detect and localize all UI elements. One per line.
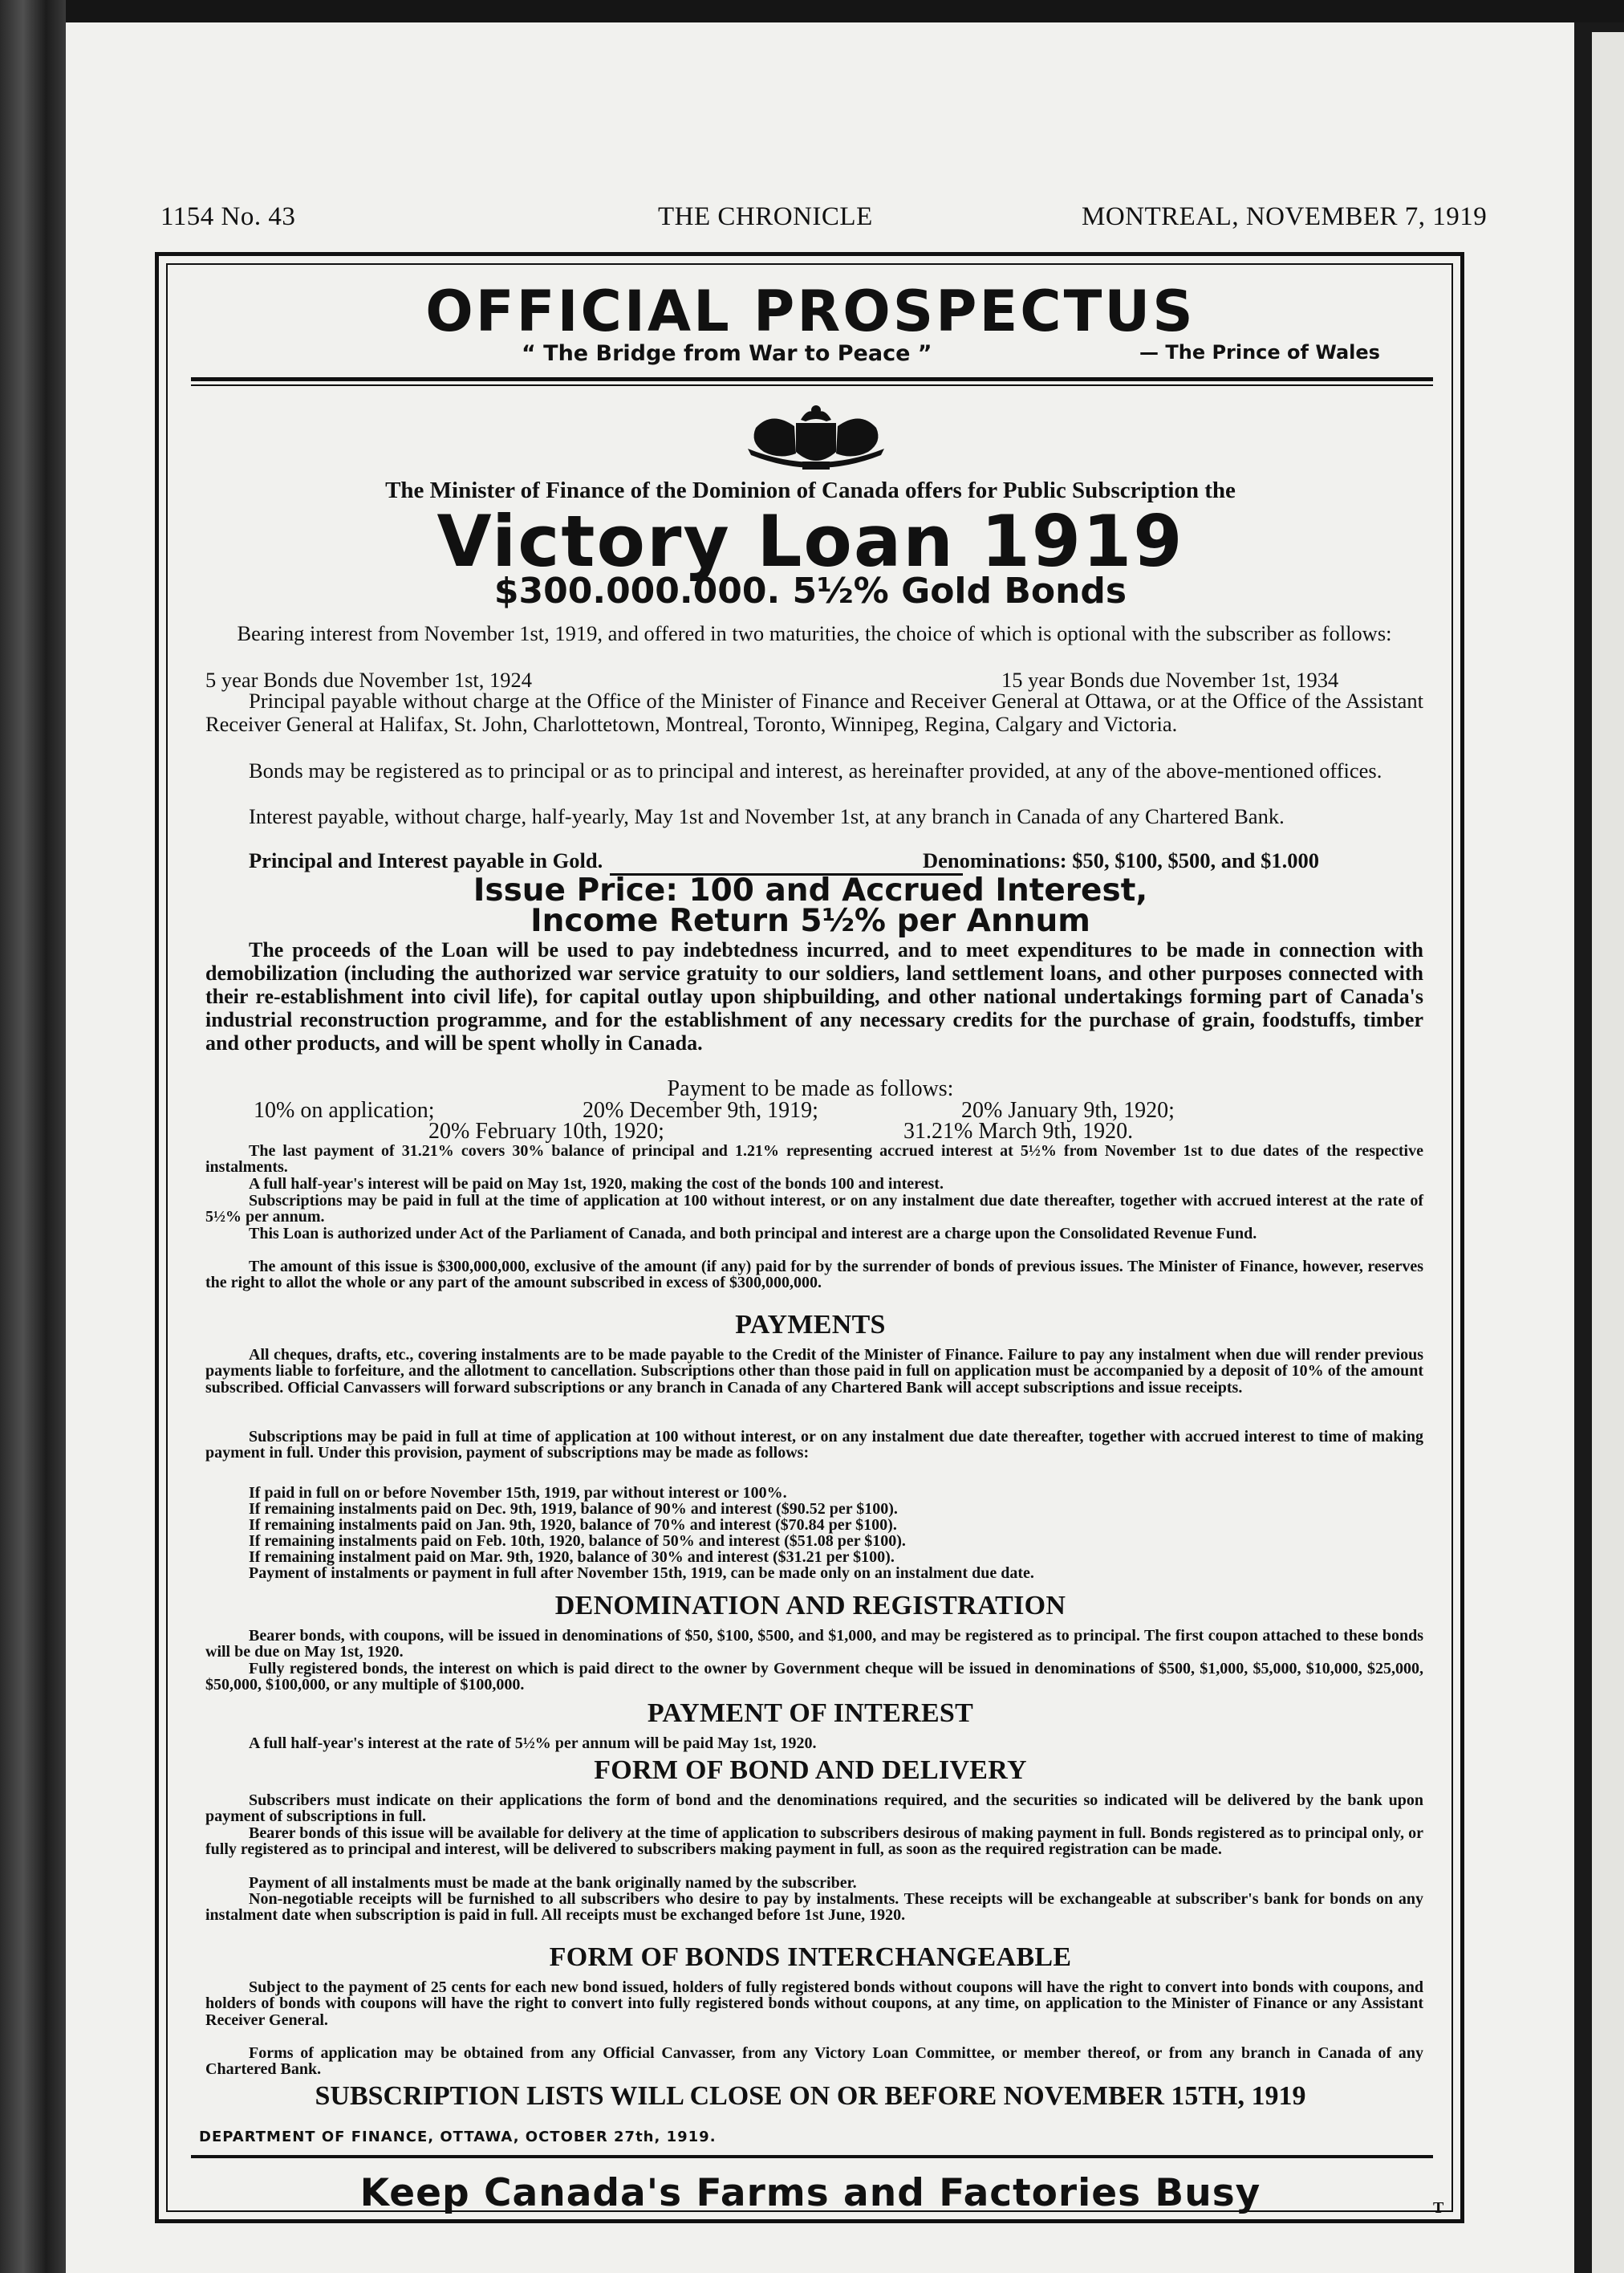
department-line: DEPARTMENT OF FINANCE, OTTAWA, OCTOBER 27th, 1919. xyxy=(199,2129,717,2145)
scanner-edge xyxy=(0,0,66,2273)
interest-paragraph: Interest payable, without charge, half-yearly, May 1st and November 1st, at any branch in Canada of any Chartered Bank. xyxy=(249,804,1285,828)
coat-of-arms-icon xyxy=(732,396,900,476)
note-half-year: A full half-year's interest will be paid on May 1st, 1920, making the cost of the bonds 100 and interest. xyxy=(249,1175,944,1193)
gold-line: Principal and Interest payable in Gold. xyxy=(249,848,603,872)
prospectus-title: OFFICIAL PROSPECTUS xyxy=(425,279,1196,344)
payment-option: If remaining instalments paid on Jan. 9th, 1920, balance of 70% and interest ($70.84 per $100). xyxy=(249,1516,897,1534)
payment-item-application: 10% on application; xyxy=(254,1098,435,1123)
note-amount: The amount of this issue is $300,000,000, exclusive of the amount (if any) paid for by the surrender of bonds of previous issues. The Minister of Finance, however, reserves the right to allot the whole or any part of the amount subscribed in excess of $300,000,000. xyxy=(205,1258,1423,1292)
corner-mark: T xyxy=(1433,2199,1444,2217)
prospectus-quote: “ The Bridge from War to Peace ” xyxy=(522,341,932,366)
page-number-issue: 1154 No. 43 xyxy=(160,202,296,231)
income-return: Income Return 5½% per Annum xyxy=(530,903,1090,939)
form-delivery-paragraph-2: Bearer bonds of this issue will be available for delivery at the time of application to subscribers desirous of making payment in full. Bonds registered as to principal only, or fully registered as to principal and interest, will be delivered to subscribers making payment in full, as soon as the required registration can be made. xyxy=(205,1824,1423,1859)
payment-option: If remaining instalment paid on Mar. 9th, 1920, balance of 30% and interest ($31.21 per $100). xyxy=(249,1548,895,1566)
payments-heading: PAYMENTS xyxy=(735,1310,886,1340)
slogan: Keep Canada's Farms and Factories Busy xyxy=(359,2171,1261,2215)
form-delivery-paragraph-3: Payment of all instalments must be made at the bank originally named by the subscriber. xyxy=(249,1874,857,1892)
issue-price: Issue Price: 100 and Accrued Interest, xyxy=(473,872,1148,909)
payment-interest-paragraph: A full half-year's interest at the rate of 5½% per annum will be paid May 1st, 1920. xyxy=(249,1734,817,1752)
dateline: MONTREAL, NOVEMBER 7, 1919 xyxy=(1082,202,1488,231)
adjacent-page-edge xyxy=(1592,32,1624,2273)
bond-line: $300.000.000. 5½% Gold Bonds xyxy=(493,571,1127,612)
intro-line: The Minister of Finance of the Dominion of Canada offers for Public Subscription the xyxy=(385,478,1236,503)
quote-attribution: — The Prince of Wales xyxy=(1139,341,1380,364)
form-delivery-paragraph-4: Non-negotiable receipts will be furnished to all subscribers who desire to pay by instalments. These receipts will be exchangeable at subscriber's bank for bonds on any instalment date when subscription is paid in full. All receipts must be exchanged before 1st June, 1920. xyxy=(205,1890,1423,1925)
payment-option: If remaining instalments paid on Dec. 9th, 1919, balance of 90% and interest ($90.52 per $100). xyxy=(249,1500,898,1518)
loan-title: Victory Loan 1919 xyxy=(436,500,1184,583)
payments-paragraph-1: All cheques, drafts, etc., covering instalments are to be made payable to the Credit of the Minister of Finance. Failure to pay any instalment when due will render previous payments liable to forfeiture, and the allotment to cancellation. Subscriptions other than those paid in full on application must be accompanied by a deposit of 10% of the amount subscribed. Official Canvassers will forward subscriptions or any branch in Canada of any Chartered Bank will accept subscriptions and issue receipts. xyxy=(205,1346,1423,1397)
registered-paragraph: Bonds may be registered as to principal or as to principal and interest, as hereinafter provided, at any of the above-mentioned offices. xyxy=(249,758,1382,783)
closing-notice: SUBSCRIPTION LISTS WILL CLOSE ON OR BEFORE NOVEMBER 15TH, 1919 xyxy=(315,2081,1306,2111)
bearing-paragraph: Bearing interest from November 1st, 1919, and offered in two maturities, the choice of which is optional with the subscriber as follows: xyxy=(237,621,1392,645)
publication-name: THE CHRONICLE xyxy=(658,202,873,231)
denomination-paragraph-1: Bearer bonds, with coupons, will be issued in denominations of $50, $100, $500, and $1,000, and may be registered as to principal. The first coupon attached to these bonds will be due on May 1st, 1920. xyxy=(205,1627,1423,1661)
interchangeable-heading: FORM OF BONDS INTERCHANGEABLE xyxy=(549,1942,1072,1972)
denomination-heading: DENOMINATION AND REGISTRATION xyxy=(554,1591,1066,1620)
proceeds-paragraph: The proceeds of the Loan will be used to pay indebtedness incurred, and to meet expenditures to be made in connection with demobilization (including the authorized war service gratuity to our soldiers, land settlement loans, and other purposes connected with their re-establishment into civil life), for capital outlay upon shipbuilding, and other national undertakings forming part of Canada's industrial reconstruction programme, and for the establishment of any necessary credits for the purchase of grain, foodstuffs, timber and other products, and will be spent wholly in Canada. xyxy=(205,938,1423,1055)
payment-item-march: 31.21% March 9th, 1920. xyxy=(903,1119,1134,1144)
payment-item-january: 20% January 9th, 1920; xyxy=(961,1098,1175,1123)
denomination-paragraph-2: Fully registered bonds, the interest on which is paid direct to the owner by Government cheque will be issued in denominations of $500, $1,000, $5,000, $10,000, $25,000, $50,000, $100,000, or any multiple of $100,000. xyxy=(205,1660,1423,1694)
payment-option: Payment of instalments or payment in full after November 15th, 1919, can be made only on an instalment due date. xyxy=(249,1564,1034,1582)
note-full-payment: Subscriptions may be paid in full at the time of application at 100 without interest, or on any instalment due date thereafter, together with accrued interest at the rate of 5½% per annum. xyxy=(205,1192,1423,1226)
maturity-5-year: 5 year Bonds due November 1st, 1924 xyxy=(205,668,532,692)
title-rule xyxy=(191,377,1433,381)
payment-option: If remaining instalments paid on Feb. 10th, 1920, balance of 50% and interest ($51.08 per $100). xyxy=(249,1532,906,1550)
form-delivery-heading: FORM OF BOND AND DELIVERY xyxy=(594,1755,1027,1785)
interchangeable-paragraph-1: Subject to the payment of 25 cents for each new bond issued, holders of fully registered bonds without coupons will have the right to convert into bonds with coupons, and holders of bonds with coupons will have the right to convert into fully registered bonds without coupons, at any time, on application to the Minister of Finance or any Assistant Receiver General. xyxy=(205,1978,1423,2029)
form-delivery-paragraph-1: Subscribers must indicate on their applications the form of bond and the denominations required, and the securities so indicated will be delivered by the bank upon payment of subscriptions in full. xyxy=(205,1791,1423,1826)
title-rule-thin xyxy=(191,384,1433,386)
payment-interest-heading: PAYMENT OF INTEREST xyxy=(647,1698,974,1728)
payments-paragraph-2: Subscriptions may be paid in full at time of application at 100 without interest, or on any instalment due date thereafter, together with accrued interest to time of making payment in full. Under this provision, payment of subscriptions may be made as follows: xyxy=(205,1428,1423,1462)
payment-schedule-heading: Payment to be made as follows: xyxy=(667,1076,954,1101)
principal-paragraph: Principal payable without charge at the Office of the Minister of Finance and Receiver General at Ottawa, or at the Office of the Assistant Receiver General at Halifax, St. John, Charlottetown, Montreal, Toronto, Winnipeg, Regina, Calgary and Victoria. xyxy=(205,689,1423,736)
slogan-rule xyxy=(191,2155,1433,2158)
payment-item-february: 20% February 10th, 1920; xyxy=(428,1119,664,1144)
interchangeable-paragraph-2: Forms of application may be obtained from any Official Canvasser, from any Victory Loan Committee, or member thereof, or from any branch in Canada of any Chartered Bank. xyxy=(205,2044,1423,2079)
denominations-line: Denominations: $50, $100, $500, and $1.000 xyxy=(923,848,1319,872)
note-last-payment: The last payment of 31.21% covers 30% balance of principal and 1.21% representing accrued interest at 5½% from November 1st to due dates of the respective instalments. xyxy=(205,1142,1423,1177)
maturity-15-year: 15 year Bonds due November 1st, 1934 xyxy=(1001,668,1339,692)
payment-option: If paid in full on or before November 15th, 1919, par without interest or 100%. xyxy=(249,1484,787,1502)
note-authorization: This Loan is authorized under Act of the Parliament of Canada, and both principal and interest are a charge upon the Consolidated Revenue Fund. xyxy=(249,1225,1257,1242)
payment-item-december: 20% December 9th, 1919; xyxy=(583,1098,818,1123)
